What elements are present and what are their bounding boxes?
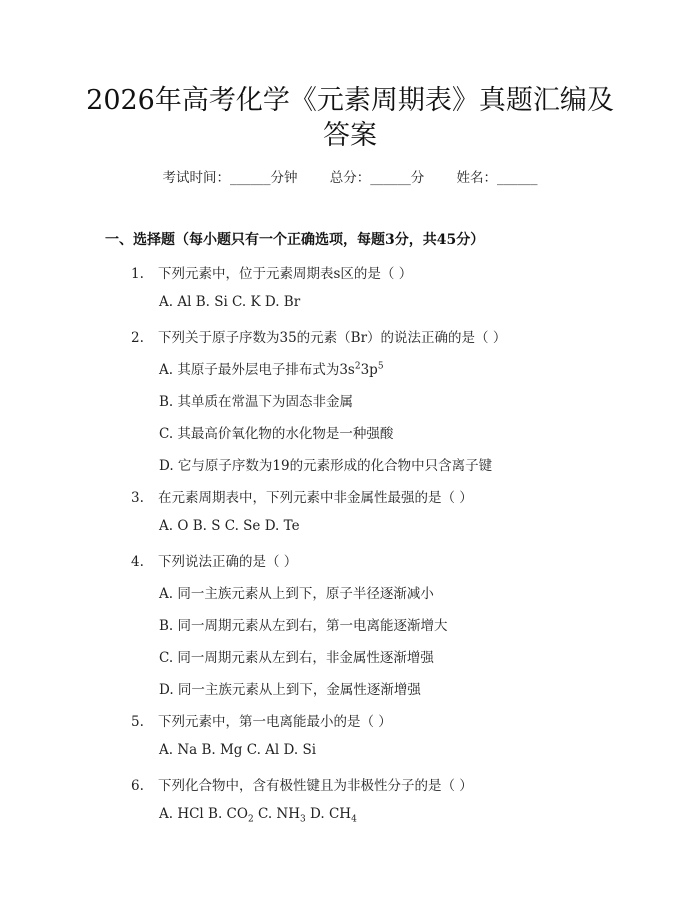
total-score-field: 总分：______分 [329,170,425,186]
question-stem: 下列元素中，位于元素周期表s区的是（ ） [158,266,413,282]
question-6 [131,774,473,794]
option-text: A. 其原子最外层电子排布式为3s [159,362,355,378]
question-stem: 下列化合物中，含有极性键且为非极性分子的是（ ） [158,778,473,794]
question-stem: 在元素周期表中，下列元素中非金属性最强的是（ ） [158,490,473,506]
question-number: 6. [131,778,144,794]
option-text: A. HCl B. CO [159,806,248,822]
question-number: 2. [131,330,144,346]
subscript: 3 [300,814,306,825]
question-5-options: A. Na B. Mg C. Al D. Si [159,742,317,758]
question-2-option-d: D. 它与原子序数为19的元素形成的化合物中只含离子键 [159,458,493,474]
question-2-option-c: C. 其最高价氧化物的水化物是一种强酸 [159,426,394,442]
exam-time-field: 考试时间：______分钟 [162,170,298,186]
question-number: 4. [131,554,144,570]
subscript: 2 [247,814,254,825]
student-name-field: 姓名：______ [456,170,538,186]
question-4-option-a: A. 同一主族元素从上到下，原子半径逐渐减小 [159,586,434,602]
question-3 [131,486,473,506]
question-1 [131,262,412,282]
question-5 [131,710,392,730]
question-stem: 下列说法正确的是（ ） [158,554,298,570]
question-number: 5. [131,714,144,730]
question-2-option-a [159,358,384,378]
question-number: 1. [131,266,144,282]
exam-meta [0,166,700,186]
question-4-option-b: B. 同一周期元素从左到右，第一电离能逐渐增大 [159,618,448,634]
section-heading: 一、选择题（每小题只有一个正确选项，每题3分，共45分） [105,232,485,248]
exam-title-line2: 答案 [323,120,377,151]
question-6-options [159,806,357,825]
question-2-option-b: B. 其单质在常温下为固态非金属 [159,394,354,410]
option-text: D. CH [305,806,352,822]
exam-title-line1: 2026年高考化学《元素周期表》真题汇编及 [86,85,614,116]
option-text: 3p [360,362,378,378]
question-1-options: A. Al B. Si C. K D. Br [159,294,301,310]
superscript: 2 [354,361,361,372]
question-4 [131,550,297,570]
question-2 [131,326,506,346]
subscript: 4 [351,814,357,825]
question-number: 3. [131,490,144,506]
question-stem: 下列元素中，第一电离能最小的是（ ） [158,714,392,730]
option-text: C. NH [253,806,300,822]
question-3-options: A. O B. S C. Se D. Te [159,518,300,534]
superscript: 5 [377,361,384,372]
question-4-option-d: D. 同一主族元素从上到下，金属性逐渐增强 [159,682,421,698]
question-stem: 下列关于原子序数为35的元素（Br）的说法正确的是（ ） [158,330,507,346]
question-4-option-c: C. 同一周期元素从左到右，非金属性逐渐增强 [159,650,434,666]
